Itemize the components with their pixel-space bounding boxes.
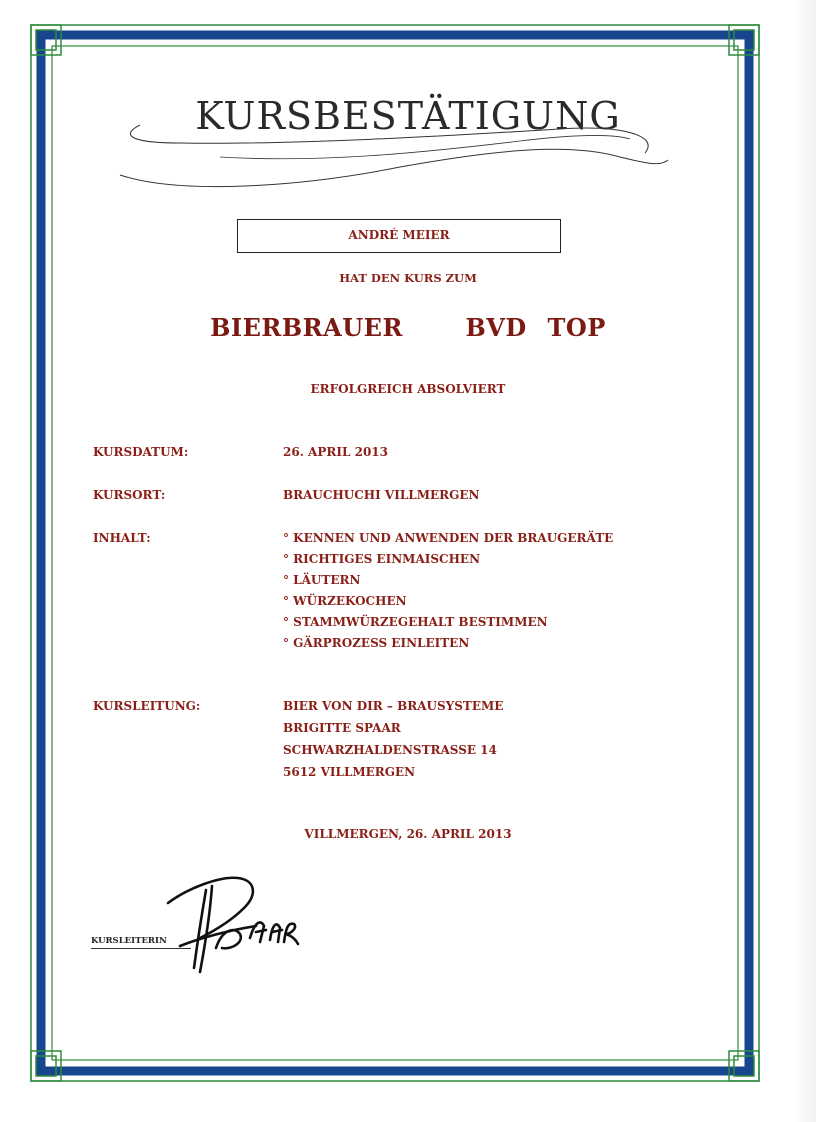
- completion-text: ERFOLGREICH ABSOLVIERT: [310, 382, 506, 396]
- leader-label: KURSLEITUNG:: [93, 699, 201, 713]
- content-item: ° STAMMWÜRZEGEHALT BESTIMMEN: [283, 615, 548, 629]
- signature-label: KURSLEITERIN: [91, 936, 167, 946]
- content-item: ° WÜRZEKOCHEN: [283, 594, 407, 608]
- content-item: ° KENNEN UND ANWENDEN DER BRAUGERÄTE: [283, 531, 614, 545]
- leader-line: BRIGITTE SPAAR: [283, 721, 401, 735]
- document-title: KURSBESTÄTIGUNG: [195, 94, 621, 138]
- date-value: 26. APRIL 2013: [283, 445, 388, 459]
- content-item: ° LÄUTERN: [283, 573, 361, 587]
- handwritten-signature: [160, 868, 300, 983]
- leader-line: SCHWARZHALDENSTRASSE 14: [283, 743, 497, 757]
- date-label: KURSDATUM:: [93, 445, 189, 459]
- place-date: VILLMERGEN, 26. APRIL 2013: [304, 827, 512, 841]
- content-item: ° GÄRPROZESS EINLEITEN: [283, 636, 470, 650]
- content-label: INHALT:: [93, 531, 151, 545]
- leader-line: 5612 VILLMERGEN: [283, 765, 416, 779]
- intro-text: HAT DEN KURS ZUM: [339, 271, 477, 285]
- participant-name-box: ANDRÉ MEIER: [237, 219, 561, 253]
- content-item: ° RICHTIGES EINMAISCHEN: [283, 552, 481, 566]
- leader-line: BIER VON DIR – BRAUSYSTEME: [283, 699, 504, 713]
- course-name: BIERBRAUER BVD TOP: [210, 313, 606, 342]
- title-swirl-ornament: [100, 105, 680, 205]
- place-label: KURSORT:: [93, 488, 166, 502]
- place-value: BRAUCHUCHI VILLMERGEN: [283, 488, 480, 502]
